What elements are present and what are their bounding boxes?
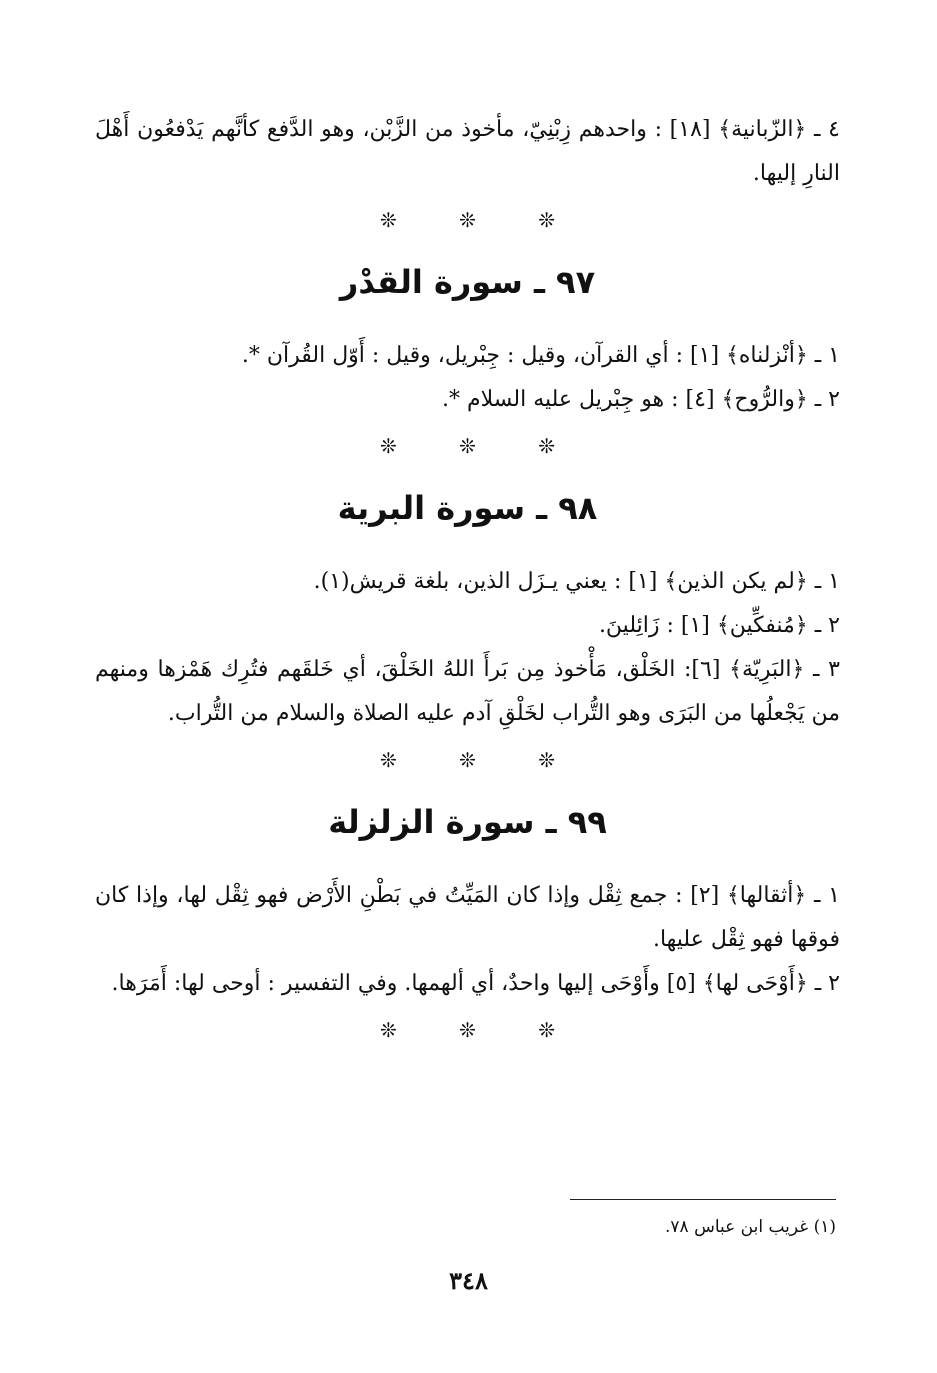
entry-lam-yakun: ١ ـ ﴿لم يكن الذين﴾ [١] : يعني يـزَل الذين، بلغة قريش(١).: [313, 569, 840, 594]
star-ornament-icon: ❊: [538, 748, 555, 772]
entry-munfakkin: ٢ ـ ﴿مُنفكِّين﴾ [١] : زَائِلينَ.: [598, 613, 840, 638]
section-divider: [95, 748, 840, 772]
star-ornament-icon: ❊: [459, 434, 476, 458]
surah-title-bariyya: ٩٨ ـ سورة البرية: [337, 489, 598, 527]
entry-athqalaha: ١ ـ ﴿أثقالها﴾ [٢] : جمع ثِقْل وإذا كان المَيِّتُ في بَطْنِ الأَرْض فهو ثِقْل لها، وإذا كان فوقها فهو ثِقْل عليها.: [95, 883, 840, 952]
footnote: (١) غريب ابن عباس ٧٨.: [665, 1217, 836, 1237]
entry-albariyya: ٣ ـ ﴿البَرِيّة﴾ [٦]: الخَلْق، مَأْخوذ مِن بَرأَ اللهُ الخَلْقَ، أي خَلقَهم فتُرِك هَمْزها ومنهم من يَجْعلُها من البَرَى وهو التُّراب لخَلْقِ آدم عليه الصلاة والسلام من التُّراب.: [95, 657, 840, 726]
star-ornament-icon: ❊: [538, 434, 555, 458]
section-divider: [95, 434, 840, 458]
star-ornament-icon: ❊: [459, 208, 476, 232]
page-number: ٣٤٨: [449, 1266, 488, 1295]
page-body: [95, 108, 840, 1064]
footnote-separator: [570, 1199, 836, 1200]
surah-title-qadr: ٩٧ ـ سورة القدْر: [339, 263, 596, 301]
entry-zabaniya: ٤ ـ ﴿الزّبانية﴾ [١٨] : واحدهم زِبْنِيّ، مأخوذ من الزَّبْن، وهو الدَّفع كأنَّهم يَدْفعُون أَهْلَ النارِ إليها.: [95, 117, 840, 186]
star-ornament-icon: ❊: [538, 1018, 555, 1042]
entry-alruh: ٢ ـ ﴿والرُّوح﴾ [٤] : هو جِبْريل عليه السلام *.: [442, 387, 840, 412]
entry-anzalnahu: ١ ـ ﴿أنْزلناه﴾ [١] : أي القرآن، وقيل : جِبْريل، وقيل : أَوّل القُرآن *.: [241, 343, 840, 368]
star-ornament-icon: ❊: [379, 748, 397, 772]
star-ornament-icon: ❊: [379, 208, 397, 232]
surah-title-zalzala: ٩٩ ـ سورة الزلزلة: [328, 803, 607, 841]
star-ornament-icon: ❊: [538, 208, 555, 232]
section-divider: [95, 1018, 840, 1042]
star-ornament-icon: ❊: [459, 1018, 476, 1042]
star-ornament-icon: ❊: [379, 434, 397, 458]
star-ornament-icon: ❊: [459, 748, 476, 772]
section-divider: [95, 208, 840, 232]
entry-awha-laha: ٢ ـ ﴿أَوْحَى لها﴾ [٥] وأَوْحَى إليها واحدٌ، أي ألهمها. وفي التفسير : أوحى لها: أَمَرَها.: [111, 971, 840, 996]
star-ornament-icon: ❊: [379, 1018, 397, 1042]
